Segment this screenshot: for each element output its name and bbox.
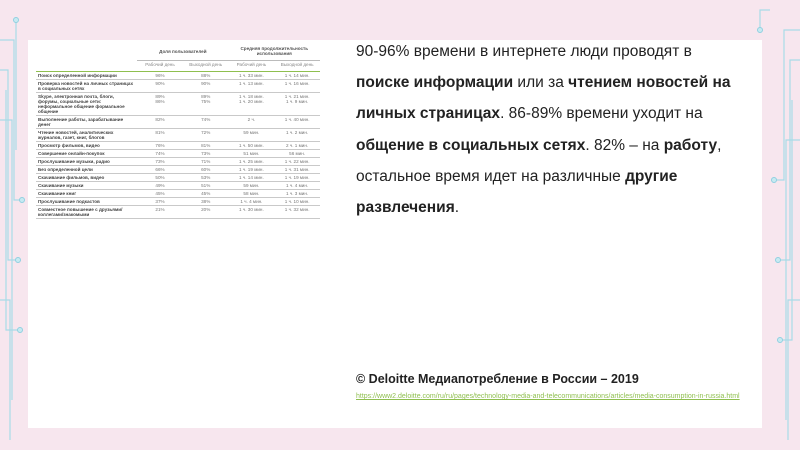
summary-part: . 86-89% времени уходит на <box>500 105 703 123</box>
summary-part: или за <box>513 74 569 92</box>
summary-text <box>356 36 748 223</box>
cell-value: 45% <box>183 190 229 198</box>
row-label: Проверка новостей на личных страницах в социальных сетях <box>36 80 137 93</box>
cell-value: 59 мин. <box>229 129 275 142</box>
summary-part: . 82% – на <box>585 136 664 154</box>
table-row <box>36 80 320 93</box>
subheader-weekend-share: Выходной день <box>183 61 229 72</box>
summary-part: . <box>454 199 460 217</box>
table-row <box>36 150 320 158</box>
cell-value: 1 ч. 4 мин. <box>229 198 275 206</box>
row-label: Совершение онлайн-покупок <box>36 150 137 158</box>
cell-value: 73% <box>183 150 229 158</box>
cell-value: 72% <box>183 129 229 142</box>
summary-highlight: работу <box>663 136 718 154</box>
cell-value: 1 ч. 13 мин. <box>229 80 275 93</box>
source-citation: © Deloitte Медиапотребление в России – 2019 <box>356 372 639 386</box>
cell-value: 71% <box>183 158 229 166</box>
cell-value: 81% <box>137 129 183 142</box>
cell-value: 1 ч. 18 мин. 1 ч. 20 мин. <box>229 93 275 116</box>
cell-value: 1 ч. 10 мин. <box>274 198 320 206</box>
table-row <box>36 198 320 206</box>
cell-value: 1 ч. 50 мин. <box>229 142 275 150</box>
table-row <box>36 174 320 182</box>
row-label: Совместное повышение с друзьями/коллегами/знакомыми <box>36 206 137 219</box>
cell-value: 88% <box>183 72 229 80</box>
row-label: Прослушивание музыки, радио <box>36 158 137 166</box>
cell-value: 1 ч. 2 мин. <box>274 129 320 142</box>
cell-value: 51% <box>183 182 229 190</box>
cell-value: 2 ч. 1 мин. <box>274 142 320 150</box>
cell-value: 1 ч. 22 мин. <box>274 158 320 166</box>
row-label: Скачивание книг <box>36 190 137 198</box>
table-row <box>36 142 320 150</box>
subheader-workday-duration: Рабочий день <box>229 61 275 72</box>
cell-value: 90% <box>137 80 183 93</box>
summary-highlight: поиске информации <box>356 74 514 92</box>
cell-value: 76% <box>137 142 183 150</box>
row-label: Скачивание фильмов, видео <box>36 174 137 182</box>
cell-value: 21% <box>137 206 183 219</box>
cell-value: 2 ч. <box>229 116 275 129</box>
table-row <box>36 72 320 80</box>
cell-value: 1 ч. 40 мин. <box>274 116 320 129</box>
cell-value: 1 ч. 14 мин. <box>229 174 275 182</box>
table-row <box>36 93 320 116</box>
cell-value: 89% 75% <box>183 93 229 116</box>
summary-highlight: другие развлечения <box>356 167 678 217</box>
cell-value: 59 мин. <box>229 182 275 190</box>
row-label: Выполнение работы, зарабатывание денег <box>36 116 137 129</box>
table-row <box>36 158 320 166</box>
cell-value: 45% <box>137 190 183 198</box>
cell-value: 73% <box>137 158 183 166</box>
table-row <box>36 166 320 174</box>
cell-value: 56 мин. <box>274 150 320 158</box>
media-consumption-table <box>36 42 320 406</box>
row-label: Прослушивание подкастов <box>36 198 137 206</box>
cell-value: 1 ч. 4 мин. <box>274 182 320 190</box>
header-group-share: Доля пользователей <box>137 42 228 61</box>
summary-part: 90-96% времени в интернете люди проводят в <box>356 43 692 60</box>
cell-value: 81% <box>183 142 229 150</box>
cell-value: 1 ч. 31 мин. <box>274 166 320 174</box>
cell-value: 1 ч. 25 мин. <box>229 158 275 166</box>
cell-value: 58 мин. <box>229 190 275 198</box>
cell-value: 53% <box>183 174 229 182</box>
row-label: Скачивание музыки <box>36 182 137 190</box>
cell-value: 74% <box>137 150 183 158</box>
subheader-workday-share: Рабочий день <box>137 61 183 72</box>
cell-value: 1 ч. 30 мин. <box>229 206 275 219</box>
header-group-duration: Средняя продолжительность использования <box>229 42 320 61</box>
row-label: Поиск определенной информации <box>36 72 137 80</box>
cell-value: 1 ч. 16 мин. <box>274 80 320 93</box>
table-row <box>36 129 320 142</box>
table-row <box>36 206 320 219</box>
summary-highlight: чтением новостей на личных страницах <box>356 74 731 123</box>
cell-value: 38% <box>183 198 229 206</box>
summary-part: , остальное время идет на различные <box>356 136 722 185</box>
row-label: Без определенной цели <box>36 166 137 174</box>
row-label: Просмотр фильмов, видео <box>36 142 137 150</box>
cell-value: 20% <box>183 206 229 219</box>
cell-value: 50% <box>137 174 183 182</box>
cell-value: 1 ч. 32 мин. <box>274 206 320 219</box>
cell-value: 90% <box>183 80 229 93</box>
subheader-weekend-duration: Выходной день <box>274 61 320 72</box>
cell-value: 1 ч. 3 мин. <box>274 190 320 198</box>
cell-value: 89% 86% <box>137 93 183 116</box>
table-row <box>36 182 320 190</box>
cell-value: 37% <box>137 198 183 206</box>
table-row <box>36 190 320 198</box>
cell-value: 1 ч. 21 мин. 1 ч. 9 мин. <box>274 93 320 116</box>
cell-value: 66% <box>137 166 183 174</box>
summary-highlight: общение в социальных сетях <box>356 136 586 154</box>
cell-value: 96% <box>137 72 183 80</box>
cell-value: 51 мин. <box>229 150 275 158</box>
row-label: Чтение новостей, аналитических журналов, газет, книг, блогов <box>36 129 137 142</box>
cell-value: 60% <box>183 166 229 174</box>
table-row <box>36 116 320 129</box>
cell-value: 49% <box>137 182 183 190</box>
row-label: Skype, электронная почта, блоги, форумы, социальные сети: неформальное общение формальное общение <box>36 93 137 116</box>
source-link[interactable]: https://www2.deloitte.com/ru/ru/pages/technology-media-and-telecommunications/articles/media-consumption-in-russia.html <box>356 393 740 400</box>
cell-value: 82% <box>137 116 183 129</box>
cell-value: 1 ч. 19 мин. <box>274 174 320 182</box>
cell-value: 74% <box>183 116 229 129</box>
cell-value: 1 ч. 33 мин. <box>229 72 275 80</box>
cell-value: 1 ч. 14 мин. <box>274 72 320 80</box>
cell-value: 1 ч. 19 мин. <box>229 166 275 174</box>
